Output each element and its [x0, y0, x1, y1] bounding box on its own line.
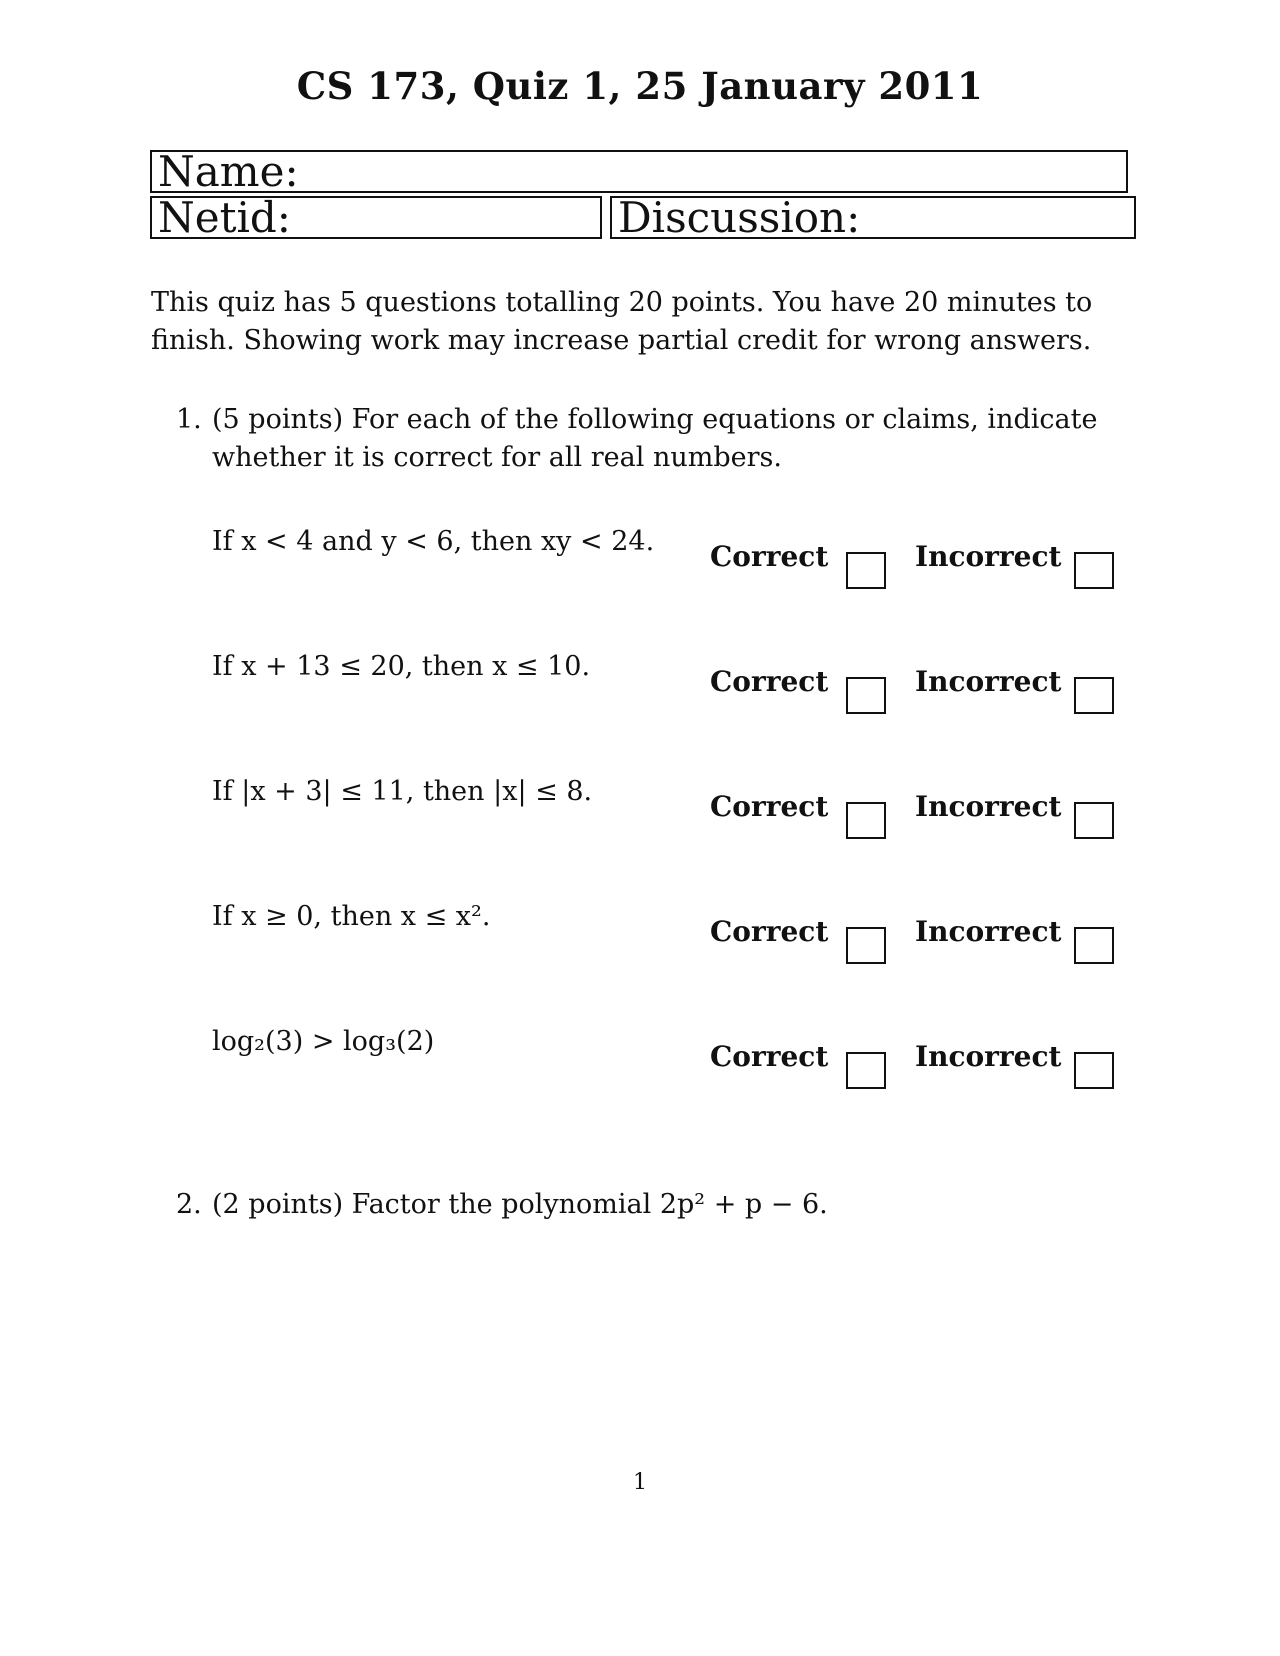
name-label: Name:: [158, 147, 299, 196]
claim-3: If |x + 3| ≤ 11, then |x| ≤ 8.: [212, 776, 593, 807]
discussion-field[interactable]: [610, 193, 1136, 242]
incorrect-label-3: Incorrect: [915, 790, 1062, 823]
question-1-number: 1.: [176, 404, 202, 435]
incorrect-label-5: Incorrect: [915, 1040, 1062, 1073]
correct-label-5: Correct: [710, 1040, 829, 1073]
netid-field[interactable]: [150, 193, 602, 242]
incorrect-label-1: Incorrect: [915, 540, 1062, 573]
claim-2: If x + 13 ≤ 20, then x ≤ 10.: [212, 651, 591, 682]
correct-checkbox-3[interactable]: [846, 802, 886, 839]
incorrect-checkbox-1[interactable]: [1074, 552, 1114, 589]
question-2-number: 2.: [176, 1189, 202, 1220]
discussion-label: Discussion:: [618, 193, 861, 242]
correct-checkbox-1[interactable]: [846, 552, 886, 589]
correct-label-2: Correct: [710, 665, 829, 698]
claim-1: If x < 4 and y < 6, then xy < 24.: [212, 526, 655, 557]
page-title: CS 173, Quiz 1, 25 January 2011: [296, 64, 984, 108]
correct-label-3: Correct: [710, 790, 829, 823]
quiz-instructions: This quiz has 5 questions totalling 20 points. You have 20 minutes to finish. Showing work may increase partial credit for wrong answers.: [151, 287, 1093, 356]
correct-checkbox-2[interactable]: [846, 677, 886, 714]
question-2-text: (2 points) Factor the polynomial 2p² + p − 6.: [212, 1189, 828, 1220]
incorrect-checkbox-2[interactable]: [1074, 677, 1114, 714]
incorrect-checkbox-5[interactable]: [1074, 1052, 1114, 1089]
netid-label: Netid:: [158, 193, 291, 242]
correct-label-1: Correct: [710, 540, 829, 573]
name-field[interactable]: [150, 147, 1128, 196]
incorrect-label-2: Incorrect: [915, 665, 1062, 698]
correct-checkbox-5[interactable]: [846, 1052, 886, 1089]
correct-checkbox-4[interactable]: [846, 927, 886, 964]
claim-4: If x ≥ 0, then x ≤ x².: [212, 901, 491, 932]
claim-5: log₂(3) > log₃(2): [212, 1026, 435, 1057]
correct-label-4: Correct: [710, 915, 829, 948]
incorrect-label-4: Incorrect: [915, 915, 1062, 948]
incorrect-checkbox-4[interactable]: [1074, 927, 1114, 964]
incorrect-checkbox-3[interactable]: [1074, 802, 1114, 839]
page-number: 1: [633, 1470, 647, 1495]
question-1-text: (5 points) For each of the following equations or claims, indicate whether it is correct for all real numbers.: [212, 404, 1098, 473]
